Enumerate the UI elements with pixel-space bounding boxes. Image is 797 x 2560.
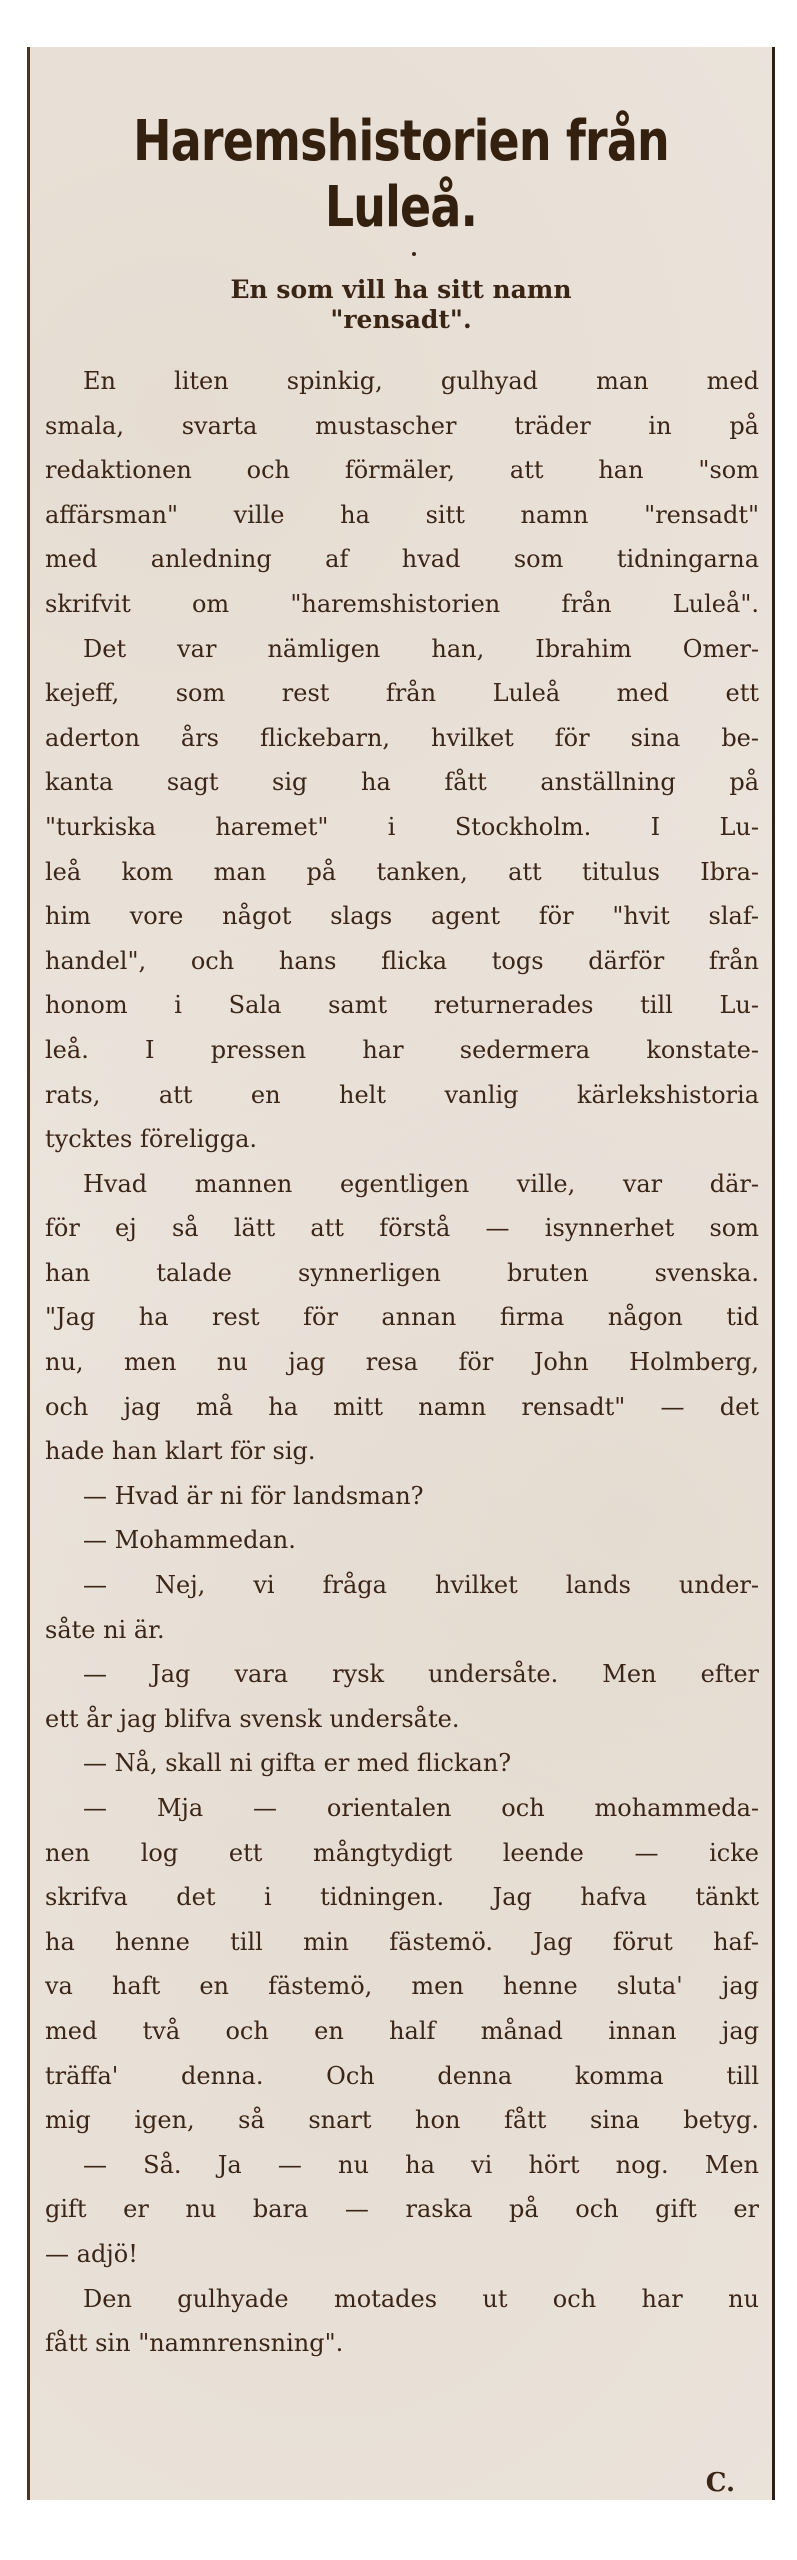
article-text-line: fått sin "namnrensning".	[45, 2329, 344, 2358]
article-text-line: nen log ett mångtydigt leende — icke	[45, 1838, 759, 1867]
article-text-line: skrifvit om "haremshistorien från Luleå".	[45, 589, 759, 618]
article-text-line: smala, svarta mustascher träder in på	[45, 411, 759, 440]
article-text-line: — Så. Ja — nu ha vi hört nog. Men	[83, 2150, 759, 2179]
article-text-line: Den gulhyade motades ut och har nu	[83, 2284, 759, 2313]
article-text-line: ha henne till min fästemö. Jag förut haf-	[45, 1927, 759, 1956]
article-text-line: handel", och hans flicka togs därför från	[45, 946, 759, 975]
article-text-line: hade han klart för sig.	[45, 1437, 316, 1466]
subtitle-line: "rensadt".	[330, 305, 472, 334]
article-text-line: tycktes föreligga.	[45, 1125, 258, 1154]
article-text-line: — Mohammedan.	[83, 1526, 296, 1555]
article-body	[45, 359, 759, 2366]
article-text-line: ett år jag blifva svensk undersåte.	[45, 1704, 460, 1733]
article-subtitle	[27, 275, 775, 335]
article-text-line: leå. I pressen har sedermera konstate-	[45, 1035, 759, 1064]
article-text-line: leå kom man på tanken, att titulus Ibra-	[45, 857, 759, 886]
article-text-line: — adjö!	[45, 2239, 138, 2268]
subtitle-line: En som vill ha sitt namn	[230, 275, 572, 304]
article-text-line: aderton års flickebarn, hvilket för sina be-	[45, 723, 759, 752]
article-text-line: Det var nämligen han, Ibrahim Omer-	[83, 634, 759, 663]
article-text-line: med anledning af hvad som tidningarna	[45, 545, 759, 574]
newspaper-clipping	[27, 47, 775, 2500]
print-speck	[412, 252, 416, 256]
article-text-line: — Nå, skall ni gifta er med flickan?	[83, 1749, 512, 1778]
article-text-line: kejeff, som rest från Luleå med ett	[45, 679, 759, 708]
article-text-line: mig igen, så snart hon fått sina betyg.	[45, 2106, 759, 2135]
article-text-line: him vore något slags agent för "hvit slaf-	[45, 902, 759, 931]
article-text-line: En liten spinkig, gulhyad man med	[83, 367, 759, 395]
article-text-line: — Nej, vi fråga hvilket lands under-	[83, 1571, 759, 1600]
column-rule-right	[772, 47, 775, 2500]
article-text-line: honom i Sala samt returnerades till Lu-	[45, 991, 759, 1020]
article-text-line: kanta sagt sig ha fått anställning på	[45, 768, 759, 797]
article-text-line: han talade synnerligen bruten svenska.	[45, 1258, 759, 1287]
article-text-line: och jag må ha mitt namn rensadt" — det	[45, 1392, 759, 1421]
article-text-line: gift er nu bara — raska på och gift er	[45, 2195, 759, 2224]
article-text-line: med två och en half månad innan jag	[45, 2016, 759, 2045]
headline-line: Haremshistorien från	[133, 109, 669, 174]
article-text-line: Hvad mannen egentligen ville, var där-	[83, 1169, 759, 1198]
article-text-line: rats, att en helt vanlig kärlekshistoria	[45, 1080, 759, 1109]
article-text-line: affärsman" ville ha sitt namn "rensadt"	[45, 500, 759, 529]
article-headline	[94, 109, 707, 241]
article-text-line: såte ni är.	[45, 1615, 165, 1644]
article-text-line: — Mja — orientalen och mohammeda-	[83, 1794, 759, 1822]
article-text-line: — Jag vara rysk undersåte. Men efter	[83, 1660, 759, 1689]
column-rule-left	[27, 47, 30, 2500]
article-text-line: träffa' denna. Och denna komma till	[45, 2061, 759, 2090]
article-text-line: för ej så lätt att förstå — isynnerhet som	[45, 1214, 759, 1243]
headline-line: Luleå.	[324, 175, 478, 240]
article-text-line: "turkiska haremet" i Stockholm. I Lu-	[45, 812, 759, 841]
article-text-line: skrifva det i tidningen. Jag hafva tänkt	[45, 1883, 759, 1912]
article-text-line: nu, men nu jag resa för John Holmberg,	[45, 1348, 759, 1377]
article-text-line: va haft en fästemö, men henne sluta' jag	[45, 1972, 759, 2001]
author-signature: C.	[705, 2468, 735, 2498]
article-text-line: — Hvad är ni för landsman?	[83, 1481, 424, 1510]
article-text-line: redaktionen och förmäler, att han "som	[45, 456, 759, 485]
article-text-line: "Jag ha rest för annan firma någon tid	[45, 1303, 759, 1332]
